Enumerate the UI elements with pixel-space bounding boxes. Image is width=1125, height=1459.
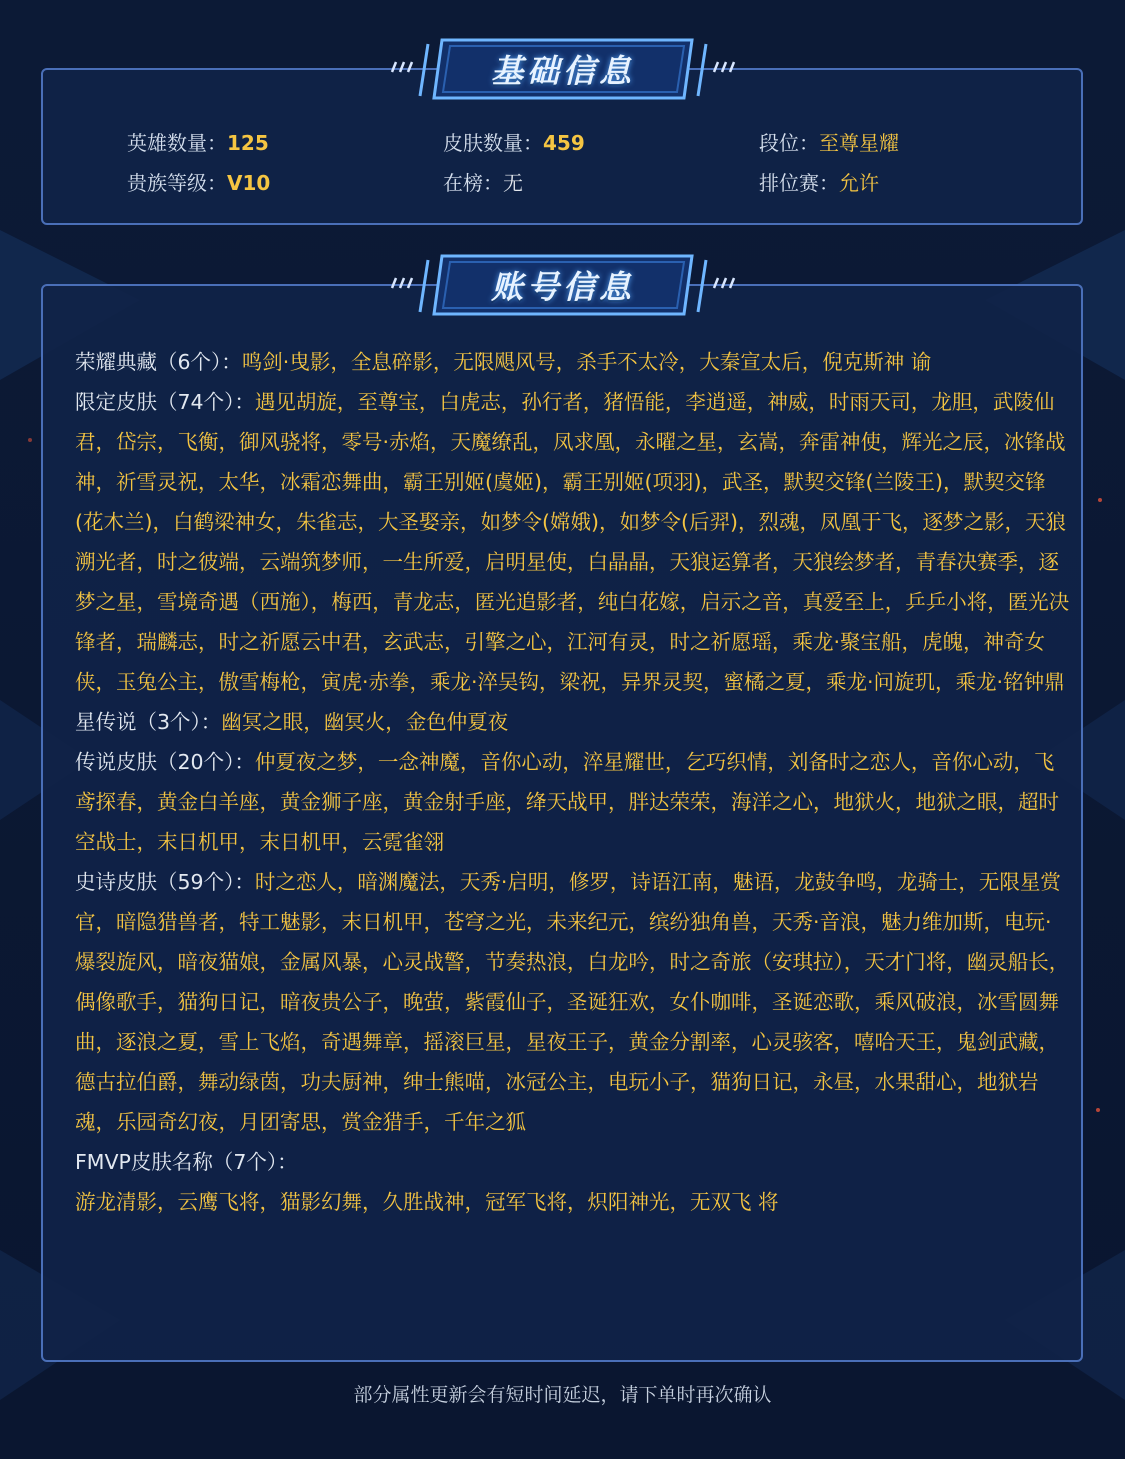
footer-note: 部分属性更新会有短时间延迟，请下单时再次确认: [353, 1384, 772, 1406]
hero-count-value: 125: [227, 131, 269, 155]
star-legend-section: [75, 702, 1070, 742]
on-leaderboard: [443, 170, 759, 196]
limited-skins-label: 限定皮肤（74个）：: [75, 390, 255, 414]
rank-label: 段位：: [759, 131, 819, 155]
noble-level-label: 贵族等级：: [127, 171, 227, 195]
account-info-content: [75, 342, 1070, 1222]
on-leaderboard-value: 无: [503, 171, 523, 195]
legend-skins-label: 传说皮肤（20个）：: [75, 750, 255, 774]
basic-info-title: 基础信息: [490, 52, 635, 90]
limited-skins-section: [75, 382, 1070, 702]
skin-count-label: 皮肤数量：: [443, 131, 543, 155]
honor-collection-label: 荣耀典藏（6个）：: [75, 350, 242, 374]
fmvp-skins-label: FMVP皮肤名称（7个）：: [75, 1150, 298, 1174]
honor-collection-items: 鸣剑·曳影，全息碎影，无限飓风号，杀手不太冷，大秦宣太后，倪克斯神 谕: [241, 350, 932, 374]
epic-skins-items: 时之恋人，暗渊魔法，天秀·启明，修罗，诗语江南，魅语，龙鼓争鸣，龙骑士，无限星赏官，暗隐猎兽者，特工魅影，末日机甲，苍穹之光，未来纪元，缤纷独角兽，天秀·音浪，魅力维加斯，电玩·爆裂旋风，暗夜猫娘，金属风暴，心灵战警，节奏热浪，白龙吟，时之奇旅（安琪拉），天才门将，幽灵船长，偶像歌手，猫狗日记，暗夜贵公子，晚萤，紫霞仙子，圣诞狂欢，女仆咖啡，圣诞恋歌，乘风破浪，冰雪圆舞曲，逐浪之夏，雪上飞焰，奇遇舞章，摇滚巨星，星夜王子，黄金分割率，心灵骇客，嘻哈天王，鬼剑武藏，德古拉伯爵，舞动绿茵，功夫厨神，绅士熊喵，冰冠公主，电玩小子，猫狗日记，永昼，水果甜心，地狱岩魂，乐园奇幻夜，月团寄思，赏金猎手，千年之狐: [75, 870, 1070, 1134]
star-legend-label: 星传说（3个）：: [75, 710, 222, 734]
epic-skins-label: 史诗皮肤（59个）：: [75, 870, 255, 894]
skin-count: [443, 130, 759, 156]
honor-collection-section: [75, 342, 1070, 382]
limited-skins-items: 遇见胡旋，至尊宝，白虎志，孙行者，猪悟能，李逍遥，神威，时雨天司，龙胆，武陵仙君，岱宗，飞衡，御风骁将，零号·赤焰，天魔缭乱，凤求凰，永曜之星，玄嵩，奔雷神使，辉光之辰，冰锋战神，祈雪灵祝，太华，冰霜恋舞曲，霸王别姬(虞姬)，霸王别姬(项羽)，武圣，默契交锋(兰陵王)，默契交锋(花木兰)，白鹤梁神女，朱雀志，大圣娶亲，如梦令(嫦娥)，如梦令(后羿)，烈魂，凤凰于飞，逐梦之影，天狼溯光者，时之彼端，云端筑梦师，一生所爱，启明星使，白晶晶，天狼运算者，天狼绘梦者，青春决赛季，逐梦之星，雪境奇遇（西施），梅西，青龙志，匿光追影者，纯白花嫁，启示之音，真爱至上，乒乒小将，匿光决锋者，瑞麟志，时之祈愿云中君，玄武志，引擎之心，江河有灵，时之祈愿瑶，乘龙·聚宝船，虎魄，神奇女侠，玉兔公主，傲雪梅枪，寅虎·赤拳，乘龙·淬吴钩，梁祝，异界灵契，蜜橘之夏，乘龙·问旋玑，乘龙·铭钟鼎: [75, 390, 1070, 694]
account-info-panel: [41, 284, 1083, 1362]
skin-count-value: 459: [543, 131, 585, 155]
ranked-match-value: 允许: [839, 171, 879, 195]
epic-skins-section: [75, 862, 1070, 1142]
hero-count: [127, 130, 443, 156]
noble-level-value: V10: [227, 171, 271, 195]
account-info-title: 账号信息: [490, 268, 635, 306]
legend-skins-items: 仲夏夜之梦，一念神魔，音你心动，淬星耀世，乞巧织情，刘备时之恋人，音你心动，飞鸢探春，黄金白羊座，黄金狮子座，黄金射手座，绛天战甲，胖达荣荣，海洋之心，地狱火，地狱之眼，超时空战士，末日机甲，末日机甲，云霓雀翎: [75, 750, 1059, 854]
ranked-match: [759, 170, 1059, 196]
basic-info-grid: [127, 130, 1041, 196]
legend-skins-section: [75, 742, 1070, 862]
basic-info-badge: [390, 34, 736, 104]
ranked-match-label: 排位赛：: [759, 171, 839, 195]
rank-value: 至尊星耀: [819, 131, 899, 155]
fmvp-skins-section: [75, 1142, 1070, 1222]
noble-level: [127, 170, 443, 196]
on-leaderboard-label: 在榜：: [443, 171, 503, 195]
account-info-badge: [390, 250, 736, 320]
fmvp-skins-items: 游龙清影，云鹰飞将，猫影幻舞，久胜战神，冠军飞将，炽阳神光，无双飞 将: [75, 1190, 779, 1214]
star-legend-items: 幽冥之眼，幽冥火，金色仲夏夜: [221, 710, 509, 734]
hero-count-label: 英雄数量：: [127, 131, 227, 155]
rank: [759, 130, 1059, 156]
